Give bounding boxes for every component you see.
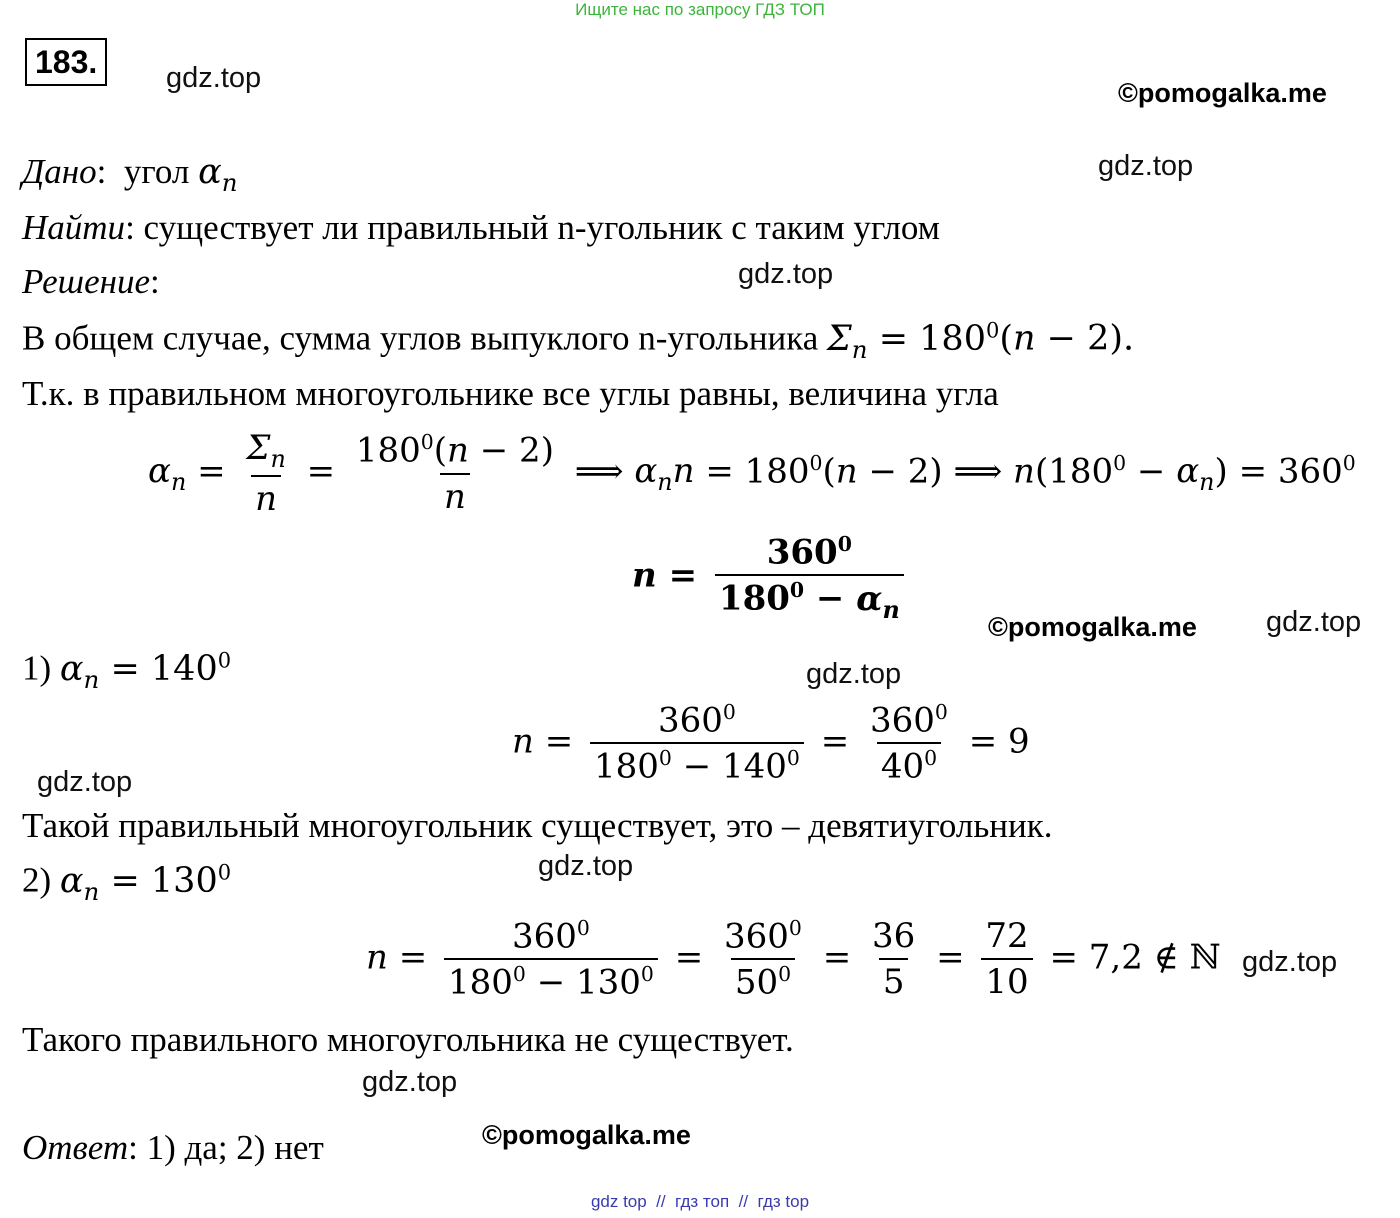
case1-den: 40 — [880, 746, 925, 787]
given-label: Дано — [22, 152, 97, 191]
solution-label-line: Решение: — [22, 262, 160, 301]
watermark-gdz: gdz.top — [37, 766, 133, 798]
watermark-gdz: gdz.top — [1266, 606, 1362, 638]
given-line: Дано: угол $\alpha_n$ — [22, 152, 238, 197]
case2-frac2-den: 10 — [981, 958, 1032, 1002]
case2-frac1-num: 36 — [872, 916, 916, 957]
answer-label: Ответ — [22, 1128, 129, 1167]
top-banner: Ищите нас по запросу ГДЗ ТОП — [575, 0, 825, 19]
solution-label: Решение — [22, 262, 151, 301]
solution-line-1-text: В общем случае, сумма углов выпуклого n-угольника — [22, 318, 819, 358]
case2-frac1-den: 5 — [879, 958, 909, 1002]
case2-header: 2) $\alpha_n = 130^0$ — [22, 860, 232, 906]
case1-equation: n = $\frac{360^0}{180^0 - 140^0}$ = $\frac{360^0}{40^0}$ = 9 — [512, 700, 1030, 787]
find-label: Найти — [22, 208, 126, 247]
find-text: существует ли правильный n-угольник с таким углом — [143, 208, 940, 247]
sum-formula: $\Sigma_n$ — [827, 318, 868, 364]
case2-angle-den: 130 — [576, 962, 641, 1003]
watermark-pomogalka: ©pomogalka.me — [988, 612, 1197, 642]
case2-label: 2) — [22, 860, 52, 900]
given-angle: $\alpha_n$ — [198, 152, 238, 197]
case1-result: 9 — [1008, 721, 1030, 762]
watermark-gdz: gdz.top — [1242, 946, 1338, 978]
watermark-pomogalka: ©pomogalka.me — [1118, 78, 1327, 108]
find-line: Найти: существует ли правильный n-угольник с таким углом — [22, 208, 940, 247]
solution-line-2: Т.к. в правильном многоугольнике все углы равны, величина угла — [22, 374, 999, 413]
solution-line-1: В общем случае, сумма углов выпуклого n-угольника $\Sigma_n = 180^0(n - 2)$. — [22, 318, 1135, 364]
case2-angle: 130 — [150, 860, 218, 901]
watermark-gdz: gdz.top — [738, 258, 834, 290]
footer-links: gdz top // гдз топ // гдз top — [590, 1192, 810, 1211]
case2-result: 7,2 ∉ ℕ — [1088, 937, 1221, 978]
case2-den: 50 — [734, 962, 779, 1003]
watermark-gdz: gdz.top — [1098, 150, 1194, 182]
case2-conclusion: Такого правильного многоугольника не существует. — [22, 1020, 794, 1059]
n-formula: n = $\frac{360^0}{180^0 - \alpha_n}$ — [632, 532, 910, 623]
case1-angle: 140 — [150, 648, 218, 689]
watermark-gdz: gdz.top — [538, 850, 634, 882]
case1-label: 1) — [22, 648, 52, 688]
watermark-pomogalka: ©pomogalka.me — [482, 1120, 691, 1150]
case2-frac2-num: 72 — [985, 916, 1029, 957]
watermark-gdz: gdz.top — [806, 658, 902, 690]
answer-line: Ответ: 1) да; 2) нет — [22, 1128, 324, 1167]
watermark-gdz: gdz.top — [362, 1066, 458, 1098]
case1-conclusion: Такой правильный многоугольник существует, это – девятиугольник. — [22, 806, 1053, 845]
derivation-equation: $\alpha_n$ = $\frac{\Sigma_n}{n}$ = $\frac{180^0(n - 2)}{n}$ ⟹ $\alpha_nn = 180^0(n - 2)$ ⟹ $n(180^0 - \alpha_n) = 360^0$ — [148, 428, 1356, 519]
case1-header: 1) $\alpha_n = 140^0$ — [22, 648, 232, 694]
task-number: 183. — [25, 38, 107, 86]
watermark-gdz: gdz.top — [166, 62, 262, 94]
case2-equation: n = $\frac{360^0}{180^0 - 130^0}$ = $\frac{360^0}{50^0}$ = $\frac{36}{5}$ = $\frac{72}{10}$ = 7,2 ∉ ℕ — [366, 916, 1221, 1003]
given-text: угол — [123, 152, 190, 191]
case1-angle-den: 140 — [722, 746, 787, 787]
answer-text: 1) да; 2) нет — [146, 1128, 324, 1167]
